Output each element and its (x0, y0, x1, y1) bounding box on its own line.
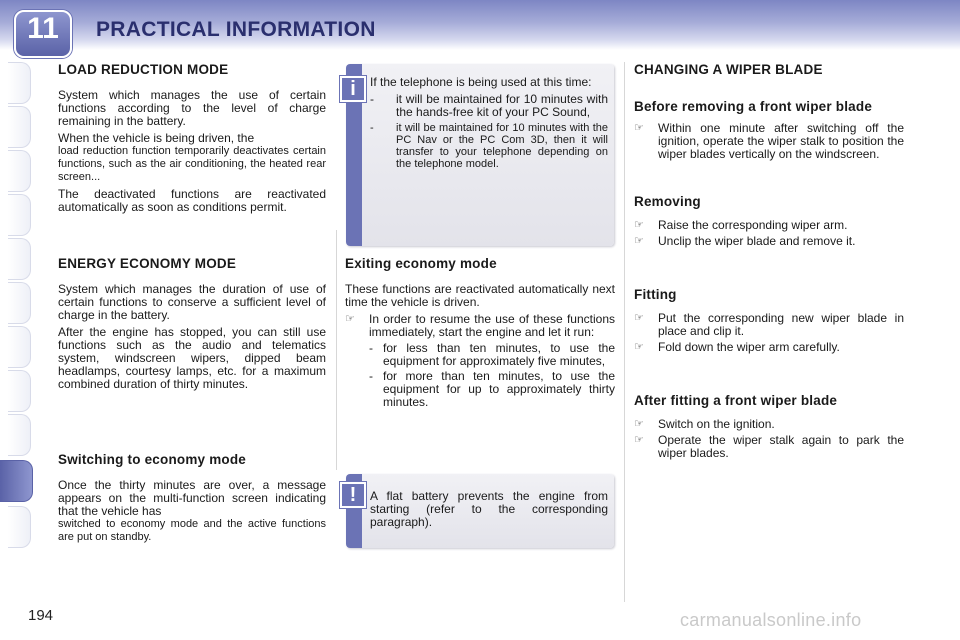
section-heading: LOAD REDUCTION MODE (58, 62, 229, 77)
chapter-tab[interactable] (8, 150, 31, 192)
bullet-text: Fold down the wiper arm carefully. (658, 340, 840, 354)
bullet-item (634, 312, 904, 338)
pointing-hand-icon: ☞ (634, 219, 644, 231)
warning-box-text: A flat battery prevents the engine from starting (refer to the corresponding paragraph). (370, 489, 608, 529)
dash-marker: - (369, 341, 373, 355)
pointing-hand-icon: ☞ (634, 418, 644, 430)
bullet-item (634, 219, 904, 232)
bullet-text: Put the corresponding new wiper blade in place and clip it. (658, 311, 904, 338)
paragraph: switched to economy mode and the active functions are put on standby. (58, 518, 326, 543)
info-box-item (370, 122, 608, 170)
dash-text: for more than ten minutes, to use the equipment for up to approximately thirty minutes. (383, 369, 615, 409)
dash-text: for less than ten minutes, to use the equipment for approximately five minutes, (383, 341, 615, 368)
pointing-hand-icon: ☞ (634, 434, 644, 446)
chapter-tab[interactable] (8, 194, 31, 236)
chapter-tab-active[interactable] (0, 460, 33, 502)
paragraph: After the engine has stopped, you can still use functions such as the audio and telematics system, windscreen wipers, dipped beam headlamps, courtesy lamps, etc. for a maximum combined duration of thirty minutes. (58, 325, 326, 391)
info-box-item-text: it will be maintained for 10 minutes with the hands-free kit of your PC Sound, (396, 92, 608, 119)
subsection-heading: Fitting (634, 287, 677, 302)
bullet-item (634, 122, 904, 161)
chapter-tab[interactable] (8, 282, 31, 324)
bullet-item (634, 235, 904, 248)
paragraph: load reduction function temporarily deactivates certain functions, such as the air conditioning, the heated rear screen... (58, 145, 326, 183)
bullet-text: Operate the wiper stalk again to park the wiper blades. (658, 433, 904, 460)
dash-marker: - (370, 92, 374, 106)
chapter-tab[interactable] (8, 326, 31, 368)
paragraph: Once the thirty minutes are over, a message appears on the multi-function screen indicating that the vehicle has (58, 478, 326, 518)
switching-economy-section (58, 452, 326, 548)
bullet-text: Switch on the ignition. (658, 417, 775, 431)
bullet-text: Raise the corresponding wiper arm. (658, 218, 848, 232)
chapter-tab[interactable] (8, 506, 31, 548)
load-reduction-section (58, 62, 326, 218)
paragraph: System which manages the duration of use of certain functions to conserve a sufficient level of charge in the battery. (58, 282, 326, 322)
pointing-hand-icon: ☞ (634, 312, 644, 324)
paragraph: The deactivated functions are reactivated automatically as soon as conditions permit. (58, 187, 326, 214)
column-divider (336, 230, 337, 470)
pointing-hand-icon: ☞ (634, 235, 644, 247)
subsection-heading: After fitting a front wiper blade (634, 393, 838, 408)
section-heading: CHANGING A WIPER BLADE (634, 62, 823, 77)
chapter-number: 11 (27, 12, 59, 45)
watermark: carmanualsonline.info (680, 610, 862, 630)
subsection-heading: Exiting economy mode (345, 256, 497, 271)
dash-item (345, 342, 615, 368)
bullet-item (345, 313, 615, 339)
bullet-item (634, 418, 904, 431)
chapter-tab[interactable] (8, 414, 31, 456)
chapter-tab[interactable] (8, 106, 31, 148)
page-number: 194 (28, 607, 54, 624)
dash-item (345, 370, 615, 409)
pointing-hand-icon: ☞ (345, 313, 355, 325)
column-divider (624, 62, 625, 602)
bullet-text: In order to resume the use of these functions immediately, start the engine and let it run: (369, 312, 615, 339)
exiting-economy-section (345, 256, 615, 411)
dash-marker: - (370, 122, 374, 134)
bullet-text: Within one minute after switching off the ignition, operate the wiper stalk to position the wiper blades vertically on the windscreen. (658, 121, 904, 161)
wiper-blade-section (634, 62, 904, 463)
chapter-tab[interactable] (8, 62, 31, 104)
warning-box (346, 474, 614, 548)
bullet-item (634, 341, 904, 354)
info-icon: i (340, 76, 366, 102)
pointing-hand-icon: ☞ (634, 341, 644, 353)
chapter-tab[interactable] (8, 370, 31, 412)
bullet-text: Unclip the wiper blade and remove it. (658, 234, 856, 248)
page-title: PRACTICAL INFORMATION (96, 18, 376, 41)
info-box (346, 64, 614, 246)
info-box-item (370, 93, 608, 119)
energy-economy-section (58, 256, 326, 395)
info-box-intro: If the telephone is being used at this time: (370, 75, 592, 89)
bullet-item (634, 434, 904, 460)
subsection-heading: Removing (634, 194, 701, 209)
paragraph: When the vehicle is being driven, the (58, 131, 255, 145)
dash-marker: - (369, 369, 373, 383)
subsection-heading: Before removing a front wiper blade (634, 99, 873, 114)
paragraph: System which manages the use of certain functions according to the level of charge remaining in the battery. (58, 88, 326, 128)
subsection-heading: Switching to economy mode (58, 452, 247, 467)
info-box-item-text: it will be maintained for 10 minutes with the PC Nav or the PC Com 3D, then it will transfer to your telephone depending on the telephone model. (396, 122, 608, 170)
warning-icon: ! (340, 482, 366, 508)
chapter-tab[interactable] (8, 238, 31, 280)
pointing-hand-icon: ☞ (634, 122, 644, 134)
chapter-tabs (0, 62, 32, 572)
section-heading: ENERGY ECONOMY MODE (58, 256, 237, 271)
paragraph: These functions are reactivated automatically next time the vehicle is driven. (345, 282, 615, 309)
